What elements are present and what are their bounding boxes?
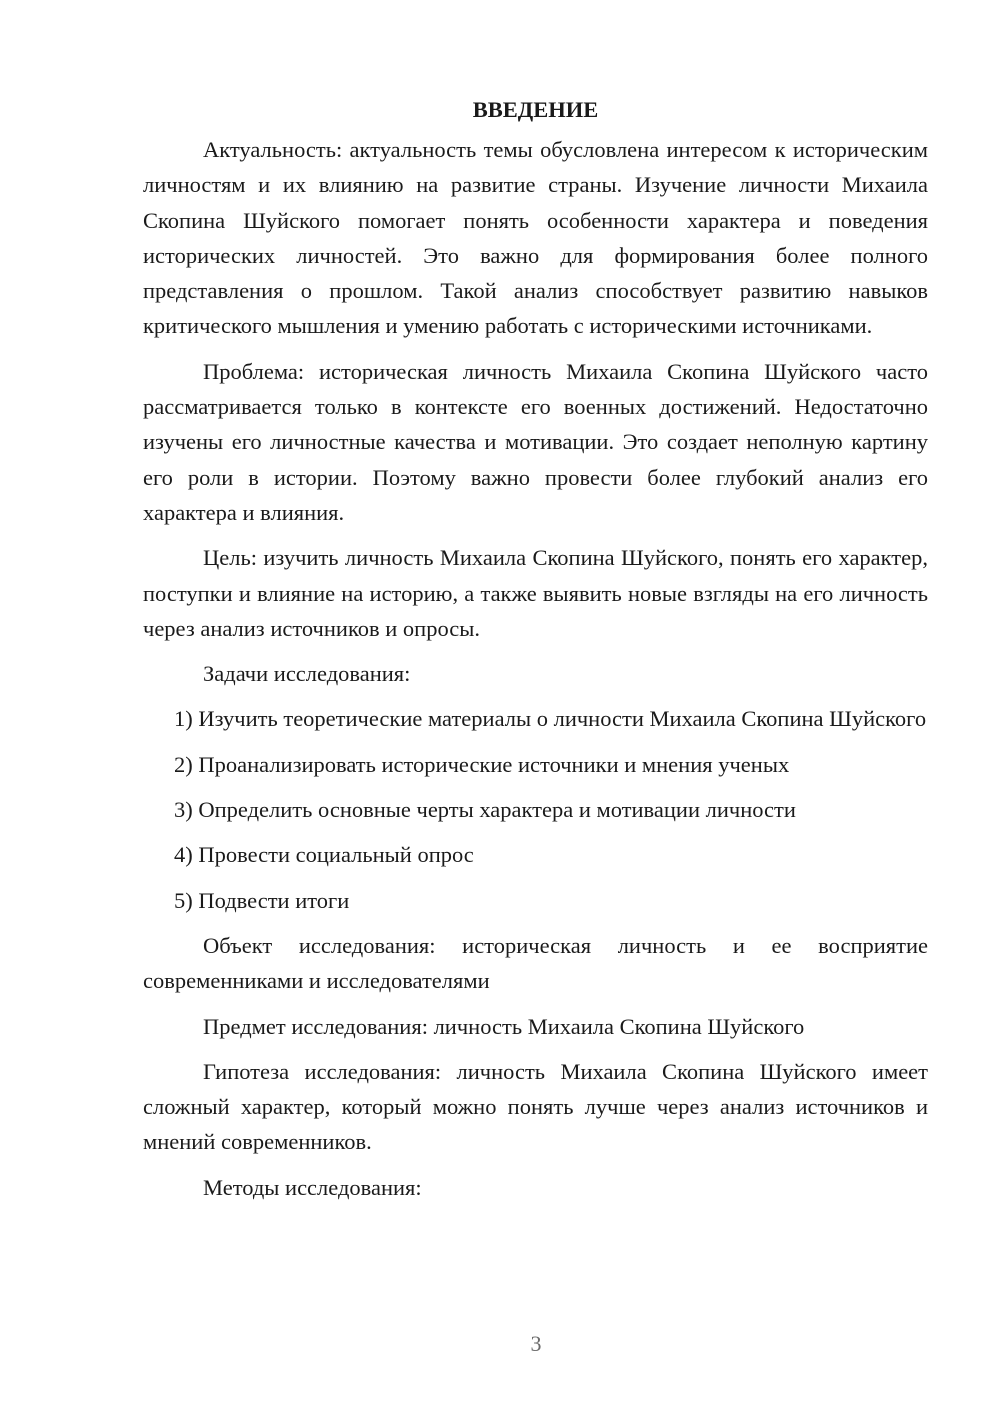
paragraph-object: Объект исследования: историческая личность и ее восприятие современниками и исследователями <box>143 932 928 994</box>
page-number: 3 <box>530 1331 542 1356</box>
page-title: ВВЕДЕНИЕ <box>472 97 599 122</box>
task-item: 4) Провести социальный опрос <box>174 842 474 868</box>
paragraph-problem: Проблема: историческая личность Михаила Скопина Шуйского часто рассматривается только в контексте его военных достижений. Недостаточно изучены его личностные качества и мотивации. Это создает неполную картину его роли в истории. Поэтому важно провести более глубокий анализ его характера и влияния. <box>143 358 928 525</box>
task-item: 3) Определить основные черты характера и мотивации личности <box>174 797 796 823</box>
task-item: 5) Подвести итоги <box>174 887 350 913</box>
paragraph-goal: Цель: изучить личность Михаила Скопина Шуйского, понять его характер, поступки и влияние на историю, а также выявить новые взгляды на его личность через анализ источников и опросы. <box>143 545 928 641</box>
paragraph-relevance: Актуальность: актуальность темы обусловлена интересом к историческим личностям и их влиянию на развитие страны. Изучение личности Михаила Скопина Шуйского помогает понять особенности характера и поведения исторических личностей. Это важно для формирования более полного представления о прошлом. Такой анализ способствует развитию навыков критического мышления и умению работать с историческими источниками. <box>143 137 928 339</box>
document-page <box>143 92 928 1215</box>
paragraph-subject: Предмет исследования: личность Михаила Скопина Шуйского <box>203 1013 805 1039</box>
paragraph-tasks-heading: Задачи исследования: <box>203 661 411 687</box>
paragraph-methods-heading: Методы исследования: <box>203 1174 422 1200</box>
task-item: 1) Изучить теоретические материалы о личности Михаила Скопина Шуйского <box>174 706 927 732</box>
paragraph-hypothesis: Гипотеза исследования: личность Михаила Скопина Шуйского имеет сложный характер, который можно понять лучше через анализ источников и мнений современников. <box>143 1058 928 1155</box>
task-item: 2) Проанализировать исторические источники и мнения ученых <box>174 751 790 777</box>
